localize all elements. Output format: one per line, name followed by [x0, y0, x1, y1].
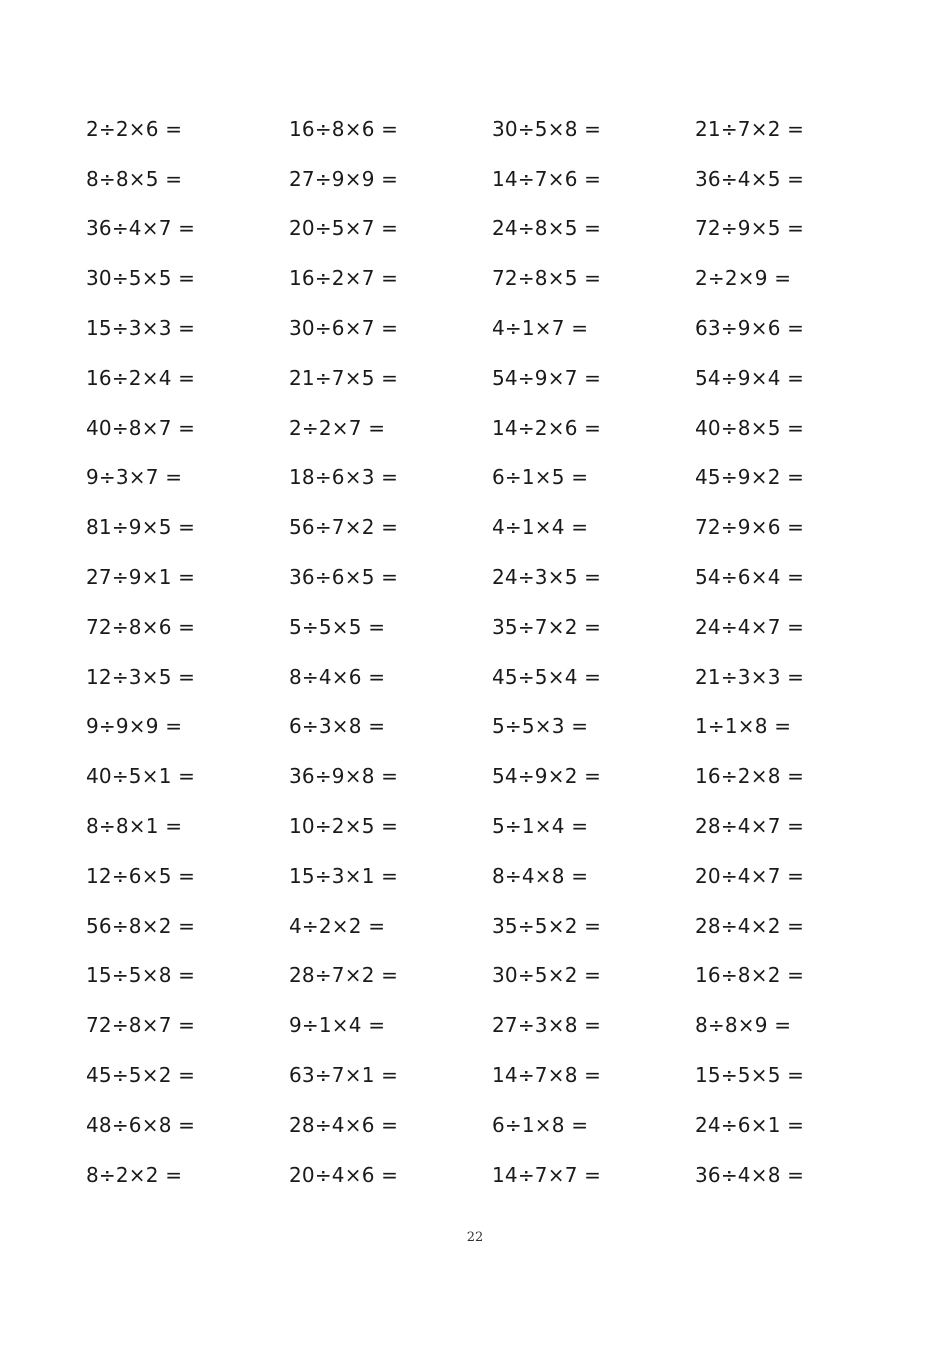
- math-problem: 24÷6×1 =: [695, 1112, 805, 1137]
- problem-row: [86, 851, 898, 901]
- math-problem: 15÷3×1 =: [289, 863, 399, 888]
- math-problem: 30÷6×7 =: [289, 316, 399, 341]
- math-problem: 16÷2×4 =: [86, 365, 196, 390]
- math-problem: 4÷1×7 =: [492, 316, 589, 341]
- problem-row: [86, 253, 898, 303]
- math-problem: 54÷9×2 =: [492, 764, 602, 789]
- math-problem: 16÷8×2 =: [695, 963, 805, 988]
- math-problem: 15÷3×3 =: [86, 316, 196, 341]
- math-problem: 16÷2×7 =: [289, 266, 399, 291]
- problem-row: [86, 1100, 898, 1150]
- math-problem: 45÷9×2 =: [695, 465, 805, 490]
- math-problem: 14÷2×6 =: [492, 415, 602, 440]
- math-problem: 56÷8×2 =: [86, 913, 196, 938]
- math-problem: 56÷7×2 =: [289, 515, 399, 540]
- math-problem: 8÷4×8 =: [492, 863, 589, 888]
- problem-row: [86, 204, 898, 254]
- math-problem: 45÷5×2 =: [86, 1063, 196, 1088]
- math-problem: 15÷5×8 =: [86, 963, 196, 988]
- math-problem: 2÷2×9 =: [695, 266, 792, 291]
- math-problem: 8÷4×6 =: [289, 664, 386, 689]
- math-problem: 36÷6×5 =: [289, 565, 399, 590]
- math-problem: 24÷8×5 =: [492, 216, 602, 241]
- math-problem: 21÷3×3 =: [695, 664, 805, 689]
- math-problem: 6÷1×5 =: [492, 465, 589, 490]
- math-problem: 8÷8×5 =: [86, 166, 183, 191]
- problem-row: [86, 453, 898, 503]
- math-problem: 8÷2×2 =: [86, 1162, 183, 1187]
- math-problem: 20÷5×7 =: [289, 216, 399, 241]
- math-problem: 54÷9×7 =: [492, 365, 602, 390]
- problem-row: [86, 303, 898, 353]
- math-problem: 8÷8×1 =: [86, 814, 183, 839]
- math-problem: 4÷2×2 =: [289, 913, 386, 938]
- math-problem: 28÷4×2 =: [695, 913, 805, 938]
- math-problem: 2÷2×6 =: [86, 116, 183, 141]
- problem-row: [86, 552, 898, 602]
- math-problem: 12÷3×5 =: [86, 664, 196, 689]
- math-problem: 28÷4×6 =: [289, 1112, 399, 1137]
- math-problem: 16÷2×8 =: [695, 764, 805, 789]
- math-problem: 72÷8×5 =: [492, 266, 602, 291]
- math-problem: 72÷9×5 =: [695, 216, 805, 241]
- math-problem: 72÷9×6 =: [695, 515, 805, 540]
- math-problem: 28÷4×7 =: [695, 814, 805, 839]
- math-problem: 54÷6×4 =: [695, 565, 805, 590]
- problem-row: [86, 1000, 898, 1050]
- problem-row: [86, 353, 898, 403]
- problem-row: [86, 1150, 898, 1200]
- problem-row: [86, 751, 898, 801]
- page-number: 22: [466, 1230, 484, 1245]
- math-problem: 2÷2×7 =: [289, 415, 386, 440]
- math-problem: 21÷7×5 =: [289, 365, 399, 390]
- math-problem: 28÷7×2 =: [289, 963, 399, 988]
- math-problem: 14÷7×7 =: [492, 1162, 602, 1187]
- math-problem: 40÷8×5 =: [695, 415, 805, 440]
- math-problem: 12÷6×5 =: [86, 863, 196, 888]
- math-problem: 1÷1×8 =: [695, 714, 792, 739]
- math-problem: 72÷8×6 =: [86, 614, 196, 639]
- math-problem: 36÷4×5 =: [695, 166, 805, 191]
- math-problem: 63÷7×1 =: [289, 1063, 399, 1088]
- math-problem: 9÷1×4 =: [289, 1013, 386, 1038]
- math-problem: 27÷9×1 =: [86, 565, 196, 590]
- math-problem: 24÷3×5 =: [492, 565, 602, 590]
- math-problem: 18÷6×3 =: [289, 465, 399, 490]
- math-problem: 36÷4×8 =: [695, 1162, 805, 1187]
- math-problem: 40÷8×7 =: [86, 415, 196, 440]
- math-problem: 5÷5×5 =: [289, 614, 386, 639]
- math-problem: 36÷4×7 =: [86, 216, 196, 241]
- problem-row: [86, 901, 898, 951]
- math-problem: 54÷9×4 =: [695, 365, 805, 390]
- problem-row: [86, 104, 898, 154]
- math-problem: 4÷1×4 =: [492, 515, 589, 540]
- math-problem: 5÷1×4 =: [492, 814, 589, 839]
- math-problem: 15÷5×5 =: [695, 1063, 805, 1088]
- math-problem: 9÷3×7 =: [86, 465, 183, 490]
- problem-row: [86, 1050, 898, 1100]
- math-problem: 6÷1×8 =: [492, 1112, 589, 1137]
- math-problem: 10÷2×5 =: [289, 814, 399, 839]
- math-problem: 40÷5×1 =: [86, 764, 196, 789]
- math-problem: 30÷5×2 =: [492, 963, 602, 988]
- math-problem: 6÷3×8 =: [289, 714, 386, 739]
- math-problem: 9÷9×9 =: [86, 714, 183, 739]
- math-problem: 48÷6×8 =: [86, 1112, 196, 1137]
- math-problem: 81÷9×5 =: [86, 515, 196, 540]
- problem-grid: [86, 104, 898, 1200]
- math-problem: 30÷5×5 =: [86, 266, 196, 291]
- problem-row: [86, 801, 898, 851]
- math-problem: 8÷8×9 =: [695, 1013, 792, 1038]
- math-problem: 14÷7×8 =: [492, 1063, 602, 1088]
- math-problem: 30÷5×8 =: [492, 116, 602, 141]
- math-problem: 14÷7×6 =: [492, 166, 602, 191]
- math-problem: 45÷5×4 =: [492, 664, 602, 689]
- problem-row: [86, 502, 898, 552]
- problem-row: [86, 652, 898, 702]
- math-problem: 21÷7×2 =: [695, 116, 805, 141]
- math-problem: 63÷9×6 =: [695, 316, 805, 341]
- math-problem: 20÷4×7 =: [695, 863, 805, 888]
- math-problem: 27÷9×9 =: [289, 166, 399, 191]
- problem-row: [86, 951, 898, 1001]
- math-problem: 16÷8×6 =: [289, 116, 399, 141]
- math-problem: 24÷4×7 =: [695, 614, 805, 639]
- math-problem: 36÷9×8 =: [289, 764, 399, 789]
- math-problem: 72÷8×7 =: [86, 1013, 196, 1038]
- math-problem: 20÷4×6 =: [289, 1162, 399, 1187]
- math-problem: 5÷5×3 =: [492, 714, 589, 739]
- problem-row: [86, 403, 898, 453]
- math-problem: 35÷7×2 =: [492, 614, 602, 639]
- problem-row: [86, 154, 898, 204]
- problem-row: [86, 602, 898, 652]
- problem-row: [86, 702, 898, 752]
- math-problem: 35÷5×2 =: [492, 913, 602, 938]
- math-problem: 27÷3×8 =: [492, 1013, 602, 1038]
